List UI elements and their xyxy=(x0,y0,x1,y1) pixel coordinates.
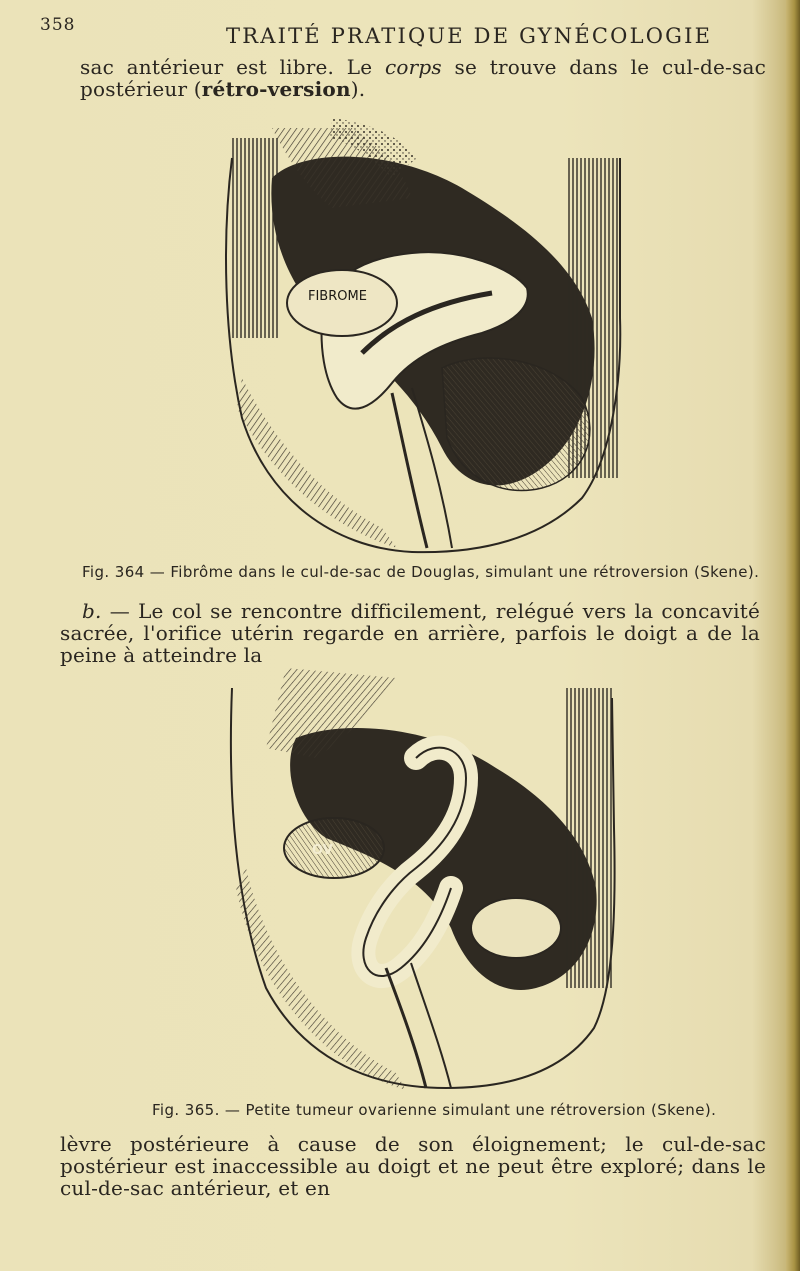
figure-365-illustration xyxy=(226,668,616,1092)
figure-365-caption: Fig. 365. — Petite tumeur ovarienne simulant une rétroversion (Skene). xyxy=(152,1101,717,1119)
page-edge xyxy=(786,0,800,1271)
text-run: ). xyxy=(350,77,366,101)
paragraph-top xyxy=(80,56,766,100)
running-title: TRAITÉ PRATIQUE DE GYNÉCOLOGIE xyxy=(226,24,713,48)
ov-label: OV xyxy=(312,843,333,858)
figure-364-illustration xyxy=(212,118,628,556)
item-letter: b. xyxy=(82,599,102,623)
emphasis-corps: corps xyxy=(384,55,442,79)
page-number: 358 xyxy=(40,15,76,35)
paragraph-middle xyxy=(60,600,760,666)
fibrome-label: FIBROME xyxy=(308,289,367,304)
text-run: se trouve dans le cul-de-sac postérieur ( xyxy=(80,55,767,101)
text-run: sac antérieur est libre. Le xyxy=(80,55,385,79)
figure-364-caption: Fig. 364 — Fibrôme dans le cul-de-sac de Douglas, simulant une rétroversion (Skene). xyxy=(82,563,760,581)
paragraph-bottom: lèvre postérieure à cause de son éloignement; le cul-de-sac postérieur est inaccessible au doigt et ne peut être exploré; dans le cul-de-sac antérieur, et en xyxy=(60,1132,766,1200)
text-run: — Le col se rencontre difficilement, relégué vers la concavité sacrée, l'orifice utérin regarde en arrière, parfois le doigt a de la peine à atteindre la xyxy=(60,599,760,667)
bold-retroversion: rétro-version xyxy=(201,77,351,101)
